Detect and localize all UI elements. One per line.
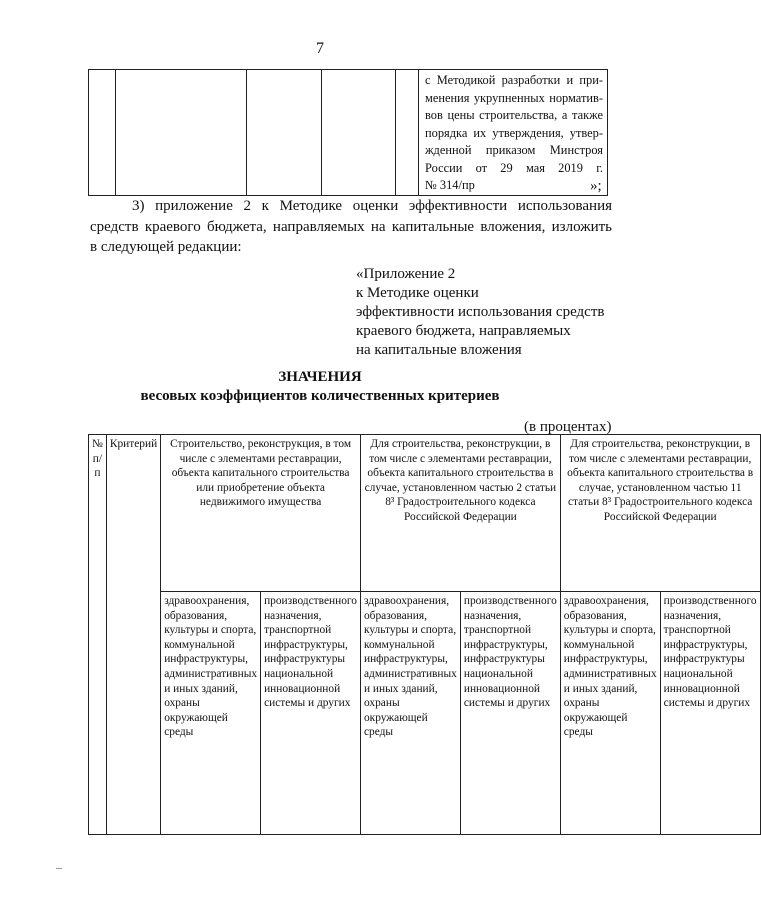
subheader-social: здравоохранения, образования, культуры и спорта, коммунальной инфраструктуры, административных и иных зданий, охраны окружающей среды bbox=[360, 592, 460, 835]
appendix-line: краевого бюджета, направляемых bbox=[356, 323, 571, 339]
table-cell bbox=[247, 70, 322, 196]
subheader-social: здравоохранения, образования, культуры и спорта, коммунальной инфраструктуры, административных и иных зданий, охраны окружающей среды bbox=[161, 592, 261, 835]
table-cell-text bbox=[419, 70, 608, 196]
paragraph-line: средств краевого бюджета, направляемых на капитальные вложения, изложить bbox=[90, 218, 612, 235]
table-cell bbox=[89, 70, 116, 196]
units-note: (в процентах) bbox=[524, 419, 612, 435]
header-criterion: Критерий bbox=[106, 435, 160, 835]
amendment-paragraph bbox=[90, 196, 612, 258]
subheader-social: здравоохранения, образования, культуры и спорта, коммунальной инфраструктуры, административных и иных зданий, охраны окружающей среды bbox=[560, 592, 660, 835]
appendix-line: «Приложение 2 bbox=[356, 266, 456, 282]
text-line: России от 29 мая 2019 г. bbox=[425, 160, 603, 175]
continued-text bbox=[419, 70, 607, 195]
continued-table bbox=[88, 69, 608, 196]
paragraph-line: 3) приложение 2 к Методике оценки эффективности использования bbox=[132, 198, 612, 214]
title-line-1: ЗНАЧЕНИЯ bbox=[278, 369, 362, 385]
text-line: жденной приказом Минстроя bbox=[425, 143, 603, 157]
table-cell bbox=[396, 70, 419, 196]
appendix-line: к Методике оценки bbox=[356, 285, 479, 301]
table-cell bbox=[116, 70, 247, 196]
document-title bbox=[0, 368, 640, 406]
paragraph-line: в следующей редакции: bbox=[90, 239, 242, 255]
header-group-2: Для строительства, реконструкции, в том числе с элементами реставрации, объекта капитального строительства в случае, установленном частью 2 статьи 8³ Градостроительного кодекса Российской Федерации bbox=[360, 435, 560, 592]
header-number: № п/п bbox=[89, 435, 107, 835]
text-line: № 314/пр bbox=[425, 178, 475, 192]
header-group-1: Строительство, реконструкция, в том числе с элементами реставрации, объекта капитального строительства или приобретение объекта недвижимого имущества bbox=[161, 435, 361, 592]
margin-mark bbox=[56, 868, 62, 869]
appendix-heading bbox=[356, 265, 604, 360]
closing-quote: »; bbox=[590, 178, 602, 194]
coefficients-table bbox=[88, 434, 761, 835]
subheader-production: производственного назначения, транспортной инфраструктуры, инфраструктуры национальной инновационной системы и других bbox=[261, 592, 361, 835]
text-line: вов цены строительства, а также bbox=[425, 108, 603, 122]
table-cell bbox=[322, 70, 396, 196]
page-number: 7 bbox=[316, 40, 324, 57]
appendix-line: эффективности использования средств bbox=[356, 304, 605, 320]
text-line: порядка их утверждения, утвер- bbox=[425, 125, 603, 140]
text-line: с Методикой разработки и при- bbox=[425, 73, 603, 87]
appendix-line: на капитальные вложения bbox=[356, 342, 522, 358]
header-group-3: Для строительства, реконструкции, в том числе с элементами реставрации, объекта капитального строительства в случае, установленном частью 11 статьи 8³ Градостроительного кодекса Российской Федерации bbox=[560, 435, 760, 592]
subheader-production: производственного назначения, транспортной инфраструктуры, инфраструктуры национальной инновационной системы и других bbox=[660, 592, 760, 835]
subheader-production: производственного назначения, транспортной инфраструктуры, инфраструктуры национальной инновационной системы и других bbox=[460, 592, 560, 835]
title-line-2: весовых коэффициентов количественных критериев bbox=[140, 388, 500, 404]
text-line: менения укрупненных норматив- bbox=[425, 90, 603, 105]
